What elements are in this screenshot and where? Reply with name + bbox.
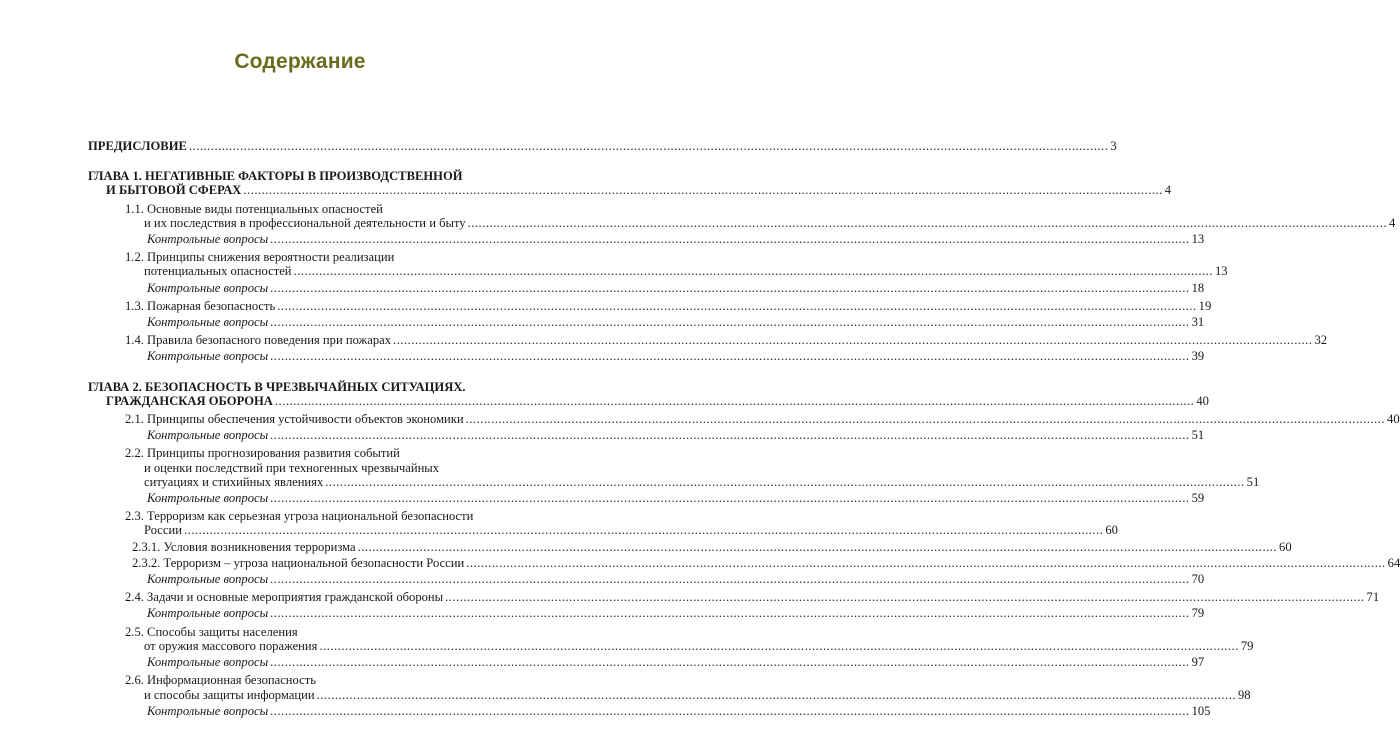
toc-review-questions[interactable] <box>147 428 1205 443</box>
toc-entry-text: Контрольные вопросы <box>147 655 269 670</box>
toc-entry-text: и способы защиты информации <box>144 687 315 702</box>
toc-entry-text: ГЛАВА 1. НЕГАТИВНЫЕ ФАКТОРЫ В ПРОИЗВОДСТВЕННОЙ <box>88 169 463 184</box>
toc-entry-text: 2.3. Терроризм как серьезная угроза национальной безопасности <box>125 509 474 524</box>
toc-review-questions[interactable] <box>147 232 1205 247</box>
toc-review-questions[interactable] <box>147 606 1205 621</box>
toc-chapter[interactable] <box>88 379 1209 408</box>
toc-section[interactable] <box>125 333 1328 348</box>
toc-page-number: 97 <box>1191 655 1205 670</box>
toc-page-number: 71 <box>1366 590 1380 605</box>
dot-leader <box>270 491 1189 505</box>
toc-entry-text: 1.3. Пожарная безопасность <box>125 298 276 313</box>
dot-leader <box>270 606 1189 620</box>
toc-page-number: 40 <box>1196 393 1209 408</box>
dot-leader <box>445 590 1364 604</box>
toc-page-number: 60 <box>1279 539 1292 554</box>
toc-entry-text: ГРАЖДАНСКАЯ ОБОРОНА <box>106 393 273 408</box>
toc-page-number: 105 <box>1191 703 1211 718</box>
toc-entry-text: 1.1. Основные виды потенциальных опасностей <box>125 201 383 216</box>
toc-page-number: 4 <box>1164 183 1172 198</box>
dot-leader <box>270 572 1189 586</box>
page-title: Содержание <box>234 50 366 73</box>
toc-page-number: 13 <box>1214 264 1228 279</box>
dot-leader <box>275 394 1194 408</box>
toc-entry-text: 2.3.2. Терроризм – угроза национальной безопасности России <box>132 555 465 570</box>
dot-leader <box>184 523 1103 537</box>
toc-page-number: 4 <box>1389 215 1396 230</box>
toc-entry-text: 2.1. Принципы обеспечения устойчивости объектов экономики <box>125 412 464 427</box>
toc-chapter[interactable] <box>88 169 1172 198</box>
toc-entry-text: 1.4. Правила безопасного поведения при пожарах <box>125 333 392 348</box>
dot-leader <box>270 281 1189 295</box>
toc-entry-text: Контрольные вопросы <box>147 491 269 506</box>
toc-page-number: 79 <box>1191 606 1205 621</box>
toc-review-questions[interactable] <box>147 280 1205 295</box>
toc-page-number: 19 <box>1198 298 1212 313</box>
dot-leader <box>270 655 1189 669</box>
dot-leader <box>270 315 1189 329</box>
toc-review-questions[interactable] <box>147 491 1205 506</box>
dot-leader <box>466 412 1385 426</box>
table-of-contents <box>88 139 1400 718</box>
dot-leader <box>243 183 1162 197</box>
toc-entry-text: России <box>144 523 182 538</box>
toc-page-number: 32 <box>1314 333 1328 348</box>
toc-entry-text: ПРЕДИСЛОВИЕ <box>88 139 187 153</box>
toc-page-number: 70 <box>1191 572 1205 587</box>
toc-entry-text: 2.6. Информационная безопасность <box>125 673 316 688</box>
toc-entry-text: 2.3.1. Условия возникновения терроризма <box>132 539 356 554</box>
toc-section[interactable] <box>132 539 1292 554</box>
toc-section[interactable] <box>125 201 1396 230</box>
toc-page-number: 60 <box>1105 523 1118 538</box>
toc-entry-text: и их последствия в профессиональной деятельности и быту <box>144 215 466 230</box>
dot-leader <box>189 139 1108 153</box>
dot-leader <box>466 556 1385 570</box>
toc-section[interactable] <box>125 446 1260 489</box>
dot-leader <box>294 264 1213 278</box>
toc-section[interactable] <box>125 250 1228 279</box>
toc-entry-text: Контрольные вопросы <box>147 606 269 621</box>
toc-page-number: 59 <box>1191 491 1205 506</box>
toc-page-number: 51 <box>1191 428 1205 443</box>
toc-section[interactable] <box>125 412 1400 427</box>
toc-review-questions[interactable] <box>147 349 1205 364</box>
toc-page-number: 3 <box>1110 139 1117 153</box>
toc-page-number: 31 <box>1191 315 1205 330</box>
toc-section[interactable] <box>125 624 1254 653</box>
toc-entry-text: ситуациях и стихийных явлениях <box>144 474 324 489</box>
toc-entry-text: Контрольные вопросы <box>147 280 269 295</box>
toc-entry-text: 2.4. Задачи и основные мероприятия гражданской обороны <box>125 590 444 605</box>
toc-entry-text: 1.2. Принципы снижения вероятности реализации <box>125 250 395 265</box>
toc-page-number: 40 <box>1387 412 1400 427</box>
dot-leader <box>319 639 1238 653</box>
toc-page-number: 18 <box>1191 280 1205 295</box>
toc-page-number: 39 <box>1191 349 1205 364</box>
toc-chapter[interactable] <box>88 139 1117 153</box>
toc-entry-text: 2.2. Принципы прогнозирования развития событий <box>125 446 400 461</box>
toc-section[interactable] <box>125 509 1118 538</box>
toc-review-questions[interactable] <box>147 655 1205 670</box>
toc-page-number: 51 <box>1246 474 1260 489</box>
dot-leader <box>270 232 1189 246</box>
toc-entry-text: Контрольные вопросы <box>147 428 269 443</box>
dot-leader <box>270 349 1189 363</box>
dot-leader <box>277 299 1196 313</box>
toc-entry-text: 2.5. Способы защиты населения <box>125 624 298 639</box>
toc-entry-text: ГЛАВА 2. БЕЗОПАСНОСТЬ В ЧРЕЗВЫЧАЙНЫХ СИТУАЦИЯХ. <box>88 379 466 394</box>
dot-leader <box>270 704 1189 718</box>
toc-section[interactable] <box>125 590 1380 605</box>
toc-entry-text: Контрольные вопросы <box>147 349 269 364</box>
toc-page-number: 98 <box>1238 687 1251 702</box>
toc-entry-text: и оценки последствий при техногенных чрезвычайных <box>144 460 440 475</box>
toc-entry-text: Контрольные вопросы <box>147 703 269 718</box>
toc-page-number: 79 <box>1240 638 1254 653</box>
dot-leader <box>270 428 1189 442</box>
dot-leader <box>393 333 1312 347</box>
toc-entry-text: потенциальных опасностей <box>144 264 292 279</box>
toc-entry-text: Контрольные вопросы <box>147 232 269 247</box>
toc-review-questions[interactable] <box>147 572 1205 587</box>
dot-leader <box>317 688 1236 702</box>
dot-leader <box>468 216 1387 230</box>
dot-leader <box>358 540 1277 554</box>
toc-entry-text: Контрольные вопросы <box>147 315 269 330</box>
toc-entry-text: И БЫТОВОЙ СФЕРАХ <box>106 183 242 198</box>
toc-entry-text: от оружия массового поражения <box>144 638 318 653</box>
toc-review-questions[interactable] <box>147 315 1205 330</box>
toc-section[interactable] <box>132 555 1400 570</box>
toc-page-number: 64 <box>1387 555 1400 570</box>
toc-section[interactable] <box>125 298 1212 313</box>
dot-leader <box>325 475 1244 489</box>
toc-entry-text: Контрольные вопросы <box>147 572 269 587</box>
toc-section[interactable] <box>125 673 1251 702</box>
toc-page-number: 13 <box>1191 232 1205 247</box>
toc-review-questions[interactable] <box>147 703 1211 718</box>
